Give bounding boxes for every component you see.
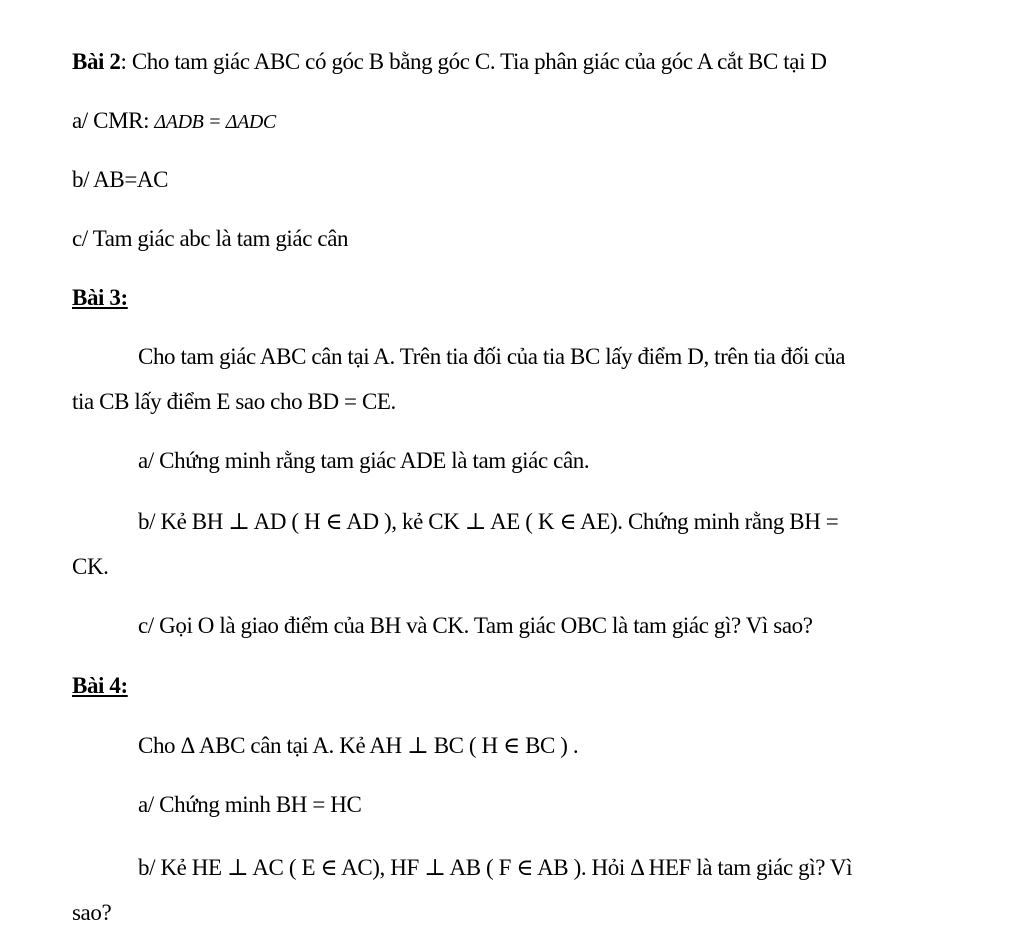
bai4-part-b-line-1: b/ Kẻ HE ⊥ AC ( E ∈ AC), HF ⊥ AB ( F ∈ AB ). Hỏi Δ HEF là tam giác gì? Vì bbox=[138, 855, 853, 880]
bai4-heading: Bài 4: bbox=[72, 673, 128, 698]
bai4-intro: Cho Δ ABC cân tại A. Kẻ AH ⊥ BC ( H ∈ BC ) . bbox=[138, 733, 579, 758]
bai3-part-c: c/ Gọi O là giao điểm của BH và CK. Tam giác OBC là tam giác gì? Vì sao? bbox=[138, 613, 813, 638]
bai2-a-prefix: a/ CMR: bbox=[72, 108, 155, 133]
bai4-part-b-line-2: sao? bbox=[72, 900, 112, 925]
bai3-part-b-line-1: b/ Kẻ BH ⊥ AD ( H ∈ AD ), kẻ CK ⊥ AE ( K ∈ AE). Chứng minh rằng BH = bbox=[138, 509, 839, 534]
bai3-part-b-line-2: CK. bbox=[72, 554, 109, 579]
bai2-a-formula: ΔADB = ΔADC bbox=[154, 111, 276, 133]
bai4-part-a: a/ Chứng minh BH = HC bbox=[138, 792, 362, 817]
bai2-part-b: b/ AB=AC bbox=[72, 167, 169, 192]
bai3-part-a: a/ Chứng minh rằng tam giác ADE là tam giác cân. bbox=[138, 448, 590, 473]
bai3-intro-line-1: Cho tam giác ABC cân tại A. Trên tia đối của tia BC lấy điểm D, trên tia đối của bbox=[138, 344, 846, 369]
bai2-text: : Cho tam giác ABC có góc B bằng góc C. Tia phân giác của góc A cắt BC tại D bbox=[120, 49, 827, 74]
bai2-part-a bbox=[72, 107, 276, 136]
bai2-part-c: c/ Tam giác abc là tam giác cân bbox=[72, 226, 349, 251]
bai2-heading: Bài 2 bbox=[72, 49, 121, 74]
bai3-heading: Bài 3: bbox=[72, 285, 128, 310]
bai3-intro-line-2: tia CB lấy điểm E sao cho BD = CE. bbox=[72, 389, 396, 414]
bai2-problem-statement bbox=[72, 48, 827, 76]
